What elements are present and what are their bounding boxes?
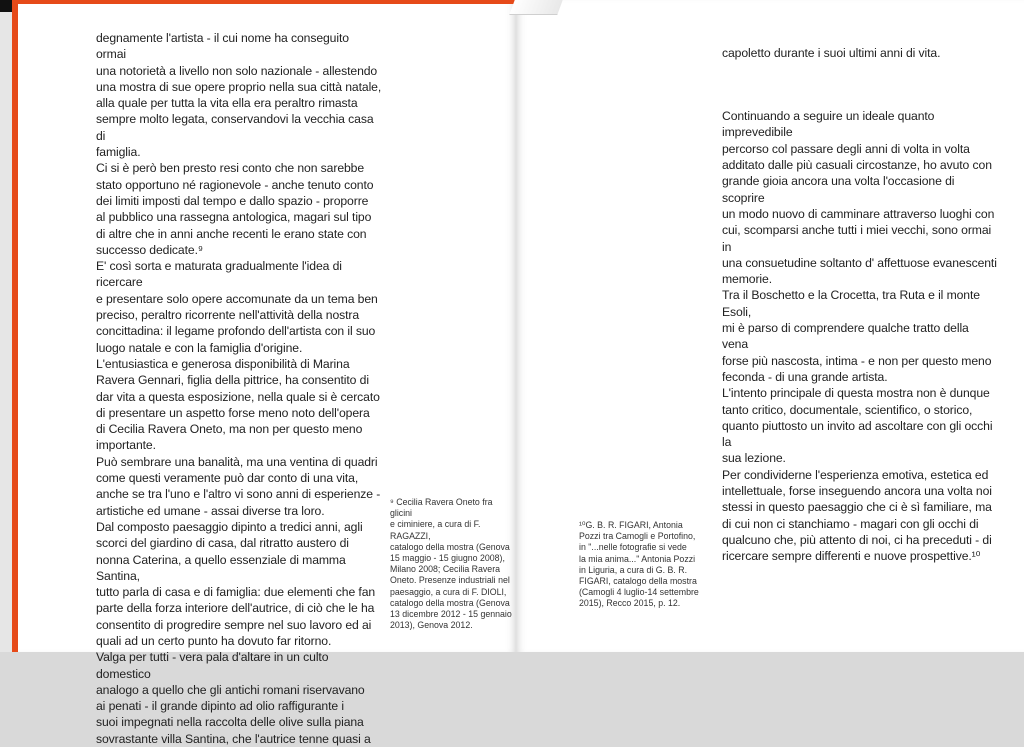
left-body-text: degnamente l'artista - il cui nome ha conseguito ormai una notorietà a livello non solo nazionale - allestendo una mostra di sue opere proprio nella sua città natale, alla quale per tutta la vita ella era peraltro rimasta sempre molto legata, conservandovi la vecchia casa di famiglia. Ci si è però ben presto resi conto che non sarebbe stato opportuno né ragionevole - anche tenuto conto dei limiti imposti dal tempo e dallo spazio - proporre al pubblico una rassegna antologica, magari sul tipo di altre che in anni anche recenti le erano state con successo dedicate.⁹ E' così sorta e maturata gradualmente l'idea di ricercare e presentare solo opere accomunate da un tema ben preciso, peraltro ricorrente nell'attività della nostra concittadina: il legame profondo dell'artista con il suo luogo natale e con la famiglia d'origine. L'entusiastica e generosa disponibilità di Marina Ravera Gennari, figlia della pittrice, ha consentito di dar vita a questa esposizione, nella quale si è cercato di presentare un aspetto forse meno noto dell'opera di Cecilia Ravera Oneto, ma non per questo meno importante. Può sembrare una banalità, ma una ventina di quadri come questi veramente può dar conto di una vita, anche se tra l'uno e l'altro vi sono anni di esperienze - artistiche ed umane - assai diverse tra loro. Dal composto paesaggio dipinto a tredici anni, agli scorci del giardino di casa, dal ritratto austero di nonna Caterina, a quello essenziale di mamma Santina, tutto parla di casa e di famiglia: due elementi che fan parte della forza interiore dell'autrice, di ciò che le ha consentito di progredire sempre nel suo lavoro ed ai quali ad un certo punto ha dovuto far ritorno. Valga per tutti - vera pala d'altare in un culto domestico analogo a quello che gli antichi romani riservavano ai penati - il grande dipinto ad olio raffigurante i suoi impegnati nella raccolta delle olive sulla piana sovrastante villa Santina, che l'autrice tenne quasi a	[96, 31, 382, 746]
right-paragraph-1: capoletto durante i suoi ultimi anni di vita.	[722, 46, 941, 61]
footnote-10: ¹⁰G. B. R. FIGARI, Antonia Pozzi tra Camogli e Portofino, in "...nelle fotografie si vede la mia anima..." Antonia Pozzi in Liguria, a cura di G. B. R. FIGARI, catalogo della mostra (Camogli 4 luglio-14 settembre 2015), Recco 2015, p. 12.	[579, 520, 699, 609]
right-body-text	[722, 29, 998, 581]
right-paragraph-2: Continuando a seguire un ideale quanto imprevedibile percorso col passare degli anni di volta in volta additato dalle più casuali circostanze, ho avuto con grande gioia ancora una volta l'occasione di scoprire un modo nuovo di camminare attraverso luoghi con cui, scomparsi anche tutti i miei vecchi, sono ormai in una consuetudine soltanto d' affettuose evanescenti memorie. Tra il Boschetto e la Crocetta, tra Ruta e il monte Esoli, mi è parso di comprendere qualche tratto della vena forse più nascosta, intima - e non per questo meno feconda - di una grande artista. L'intento principale di questa mostra non è dunque tanto critico, documentale, scientifico, o storico, quanto piuttosto un invito ad ascoltare con gli occhi la sua lezione. Per condividerne l'esperienza emotiva, estetica ed intellettuale, forse inseguendo ancora una volta noi stessi in questo paesaggio che ci è sì familiare, ma di cui non ci stanchiamo - magari con gli occhi di qualcuno che, più attento di noi, ci ha preceduti - di ricercare sempre differenti e nuove prospettive.¹⁰	[722, 109, 997, 564]
page-fold-shadow	[509, 0, 562, 15]
page-top-accent	[12, 0, 516, 4]
footnote-9: ⁹ Cecilia Ravera Oneto fra glicini e ciminiere, a cura di F. RAGAZZI, catalogo della mostra (Genova 15 maggio - 15 giugno 2008), Milano 2008; Cecilia Ravera Oneto. Presenze industriali nel paesaggio, a cura di F. DIOLI, catalogo della mostra (Genova 13 dicembre 2012 - 15 gennaio 2013), Genova 2012.	[390, 497, 512, 631]
page-edge-accent	[12, 0, 18, 652]
scan-corner	[0, 0, 12, 12]
scan-margin	[0, 12, 12, 652]
